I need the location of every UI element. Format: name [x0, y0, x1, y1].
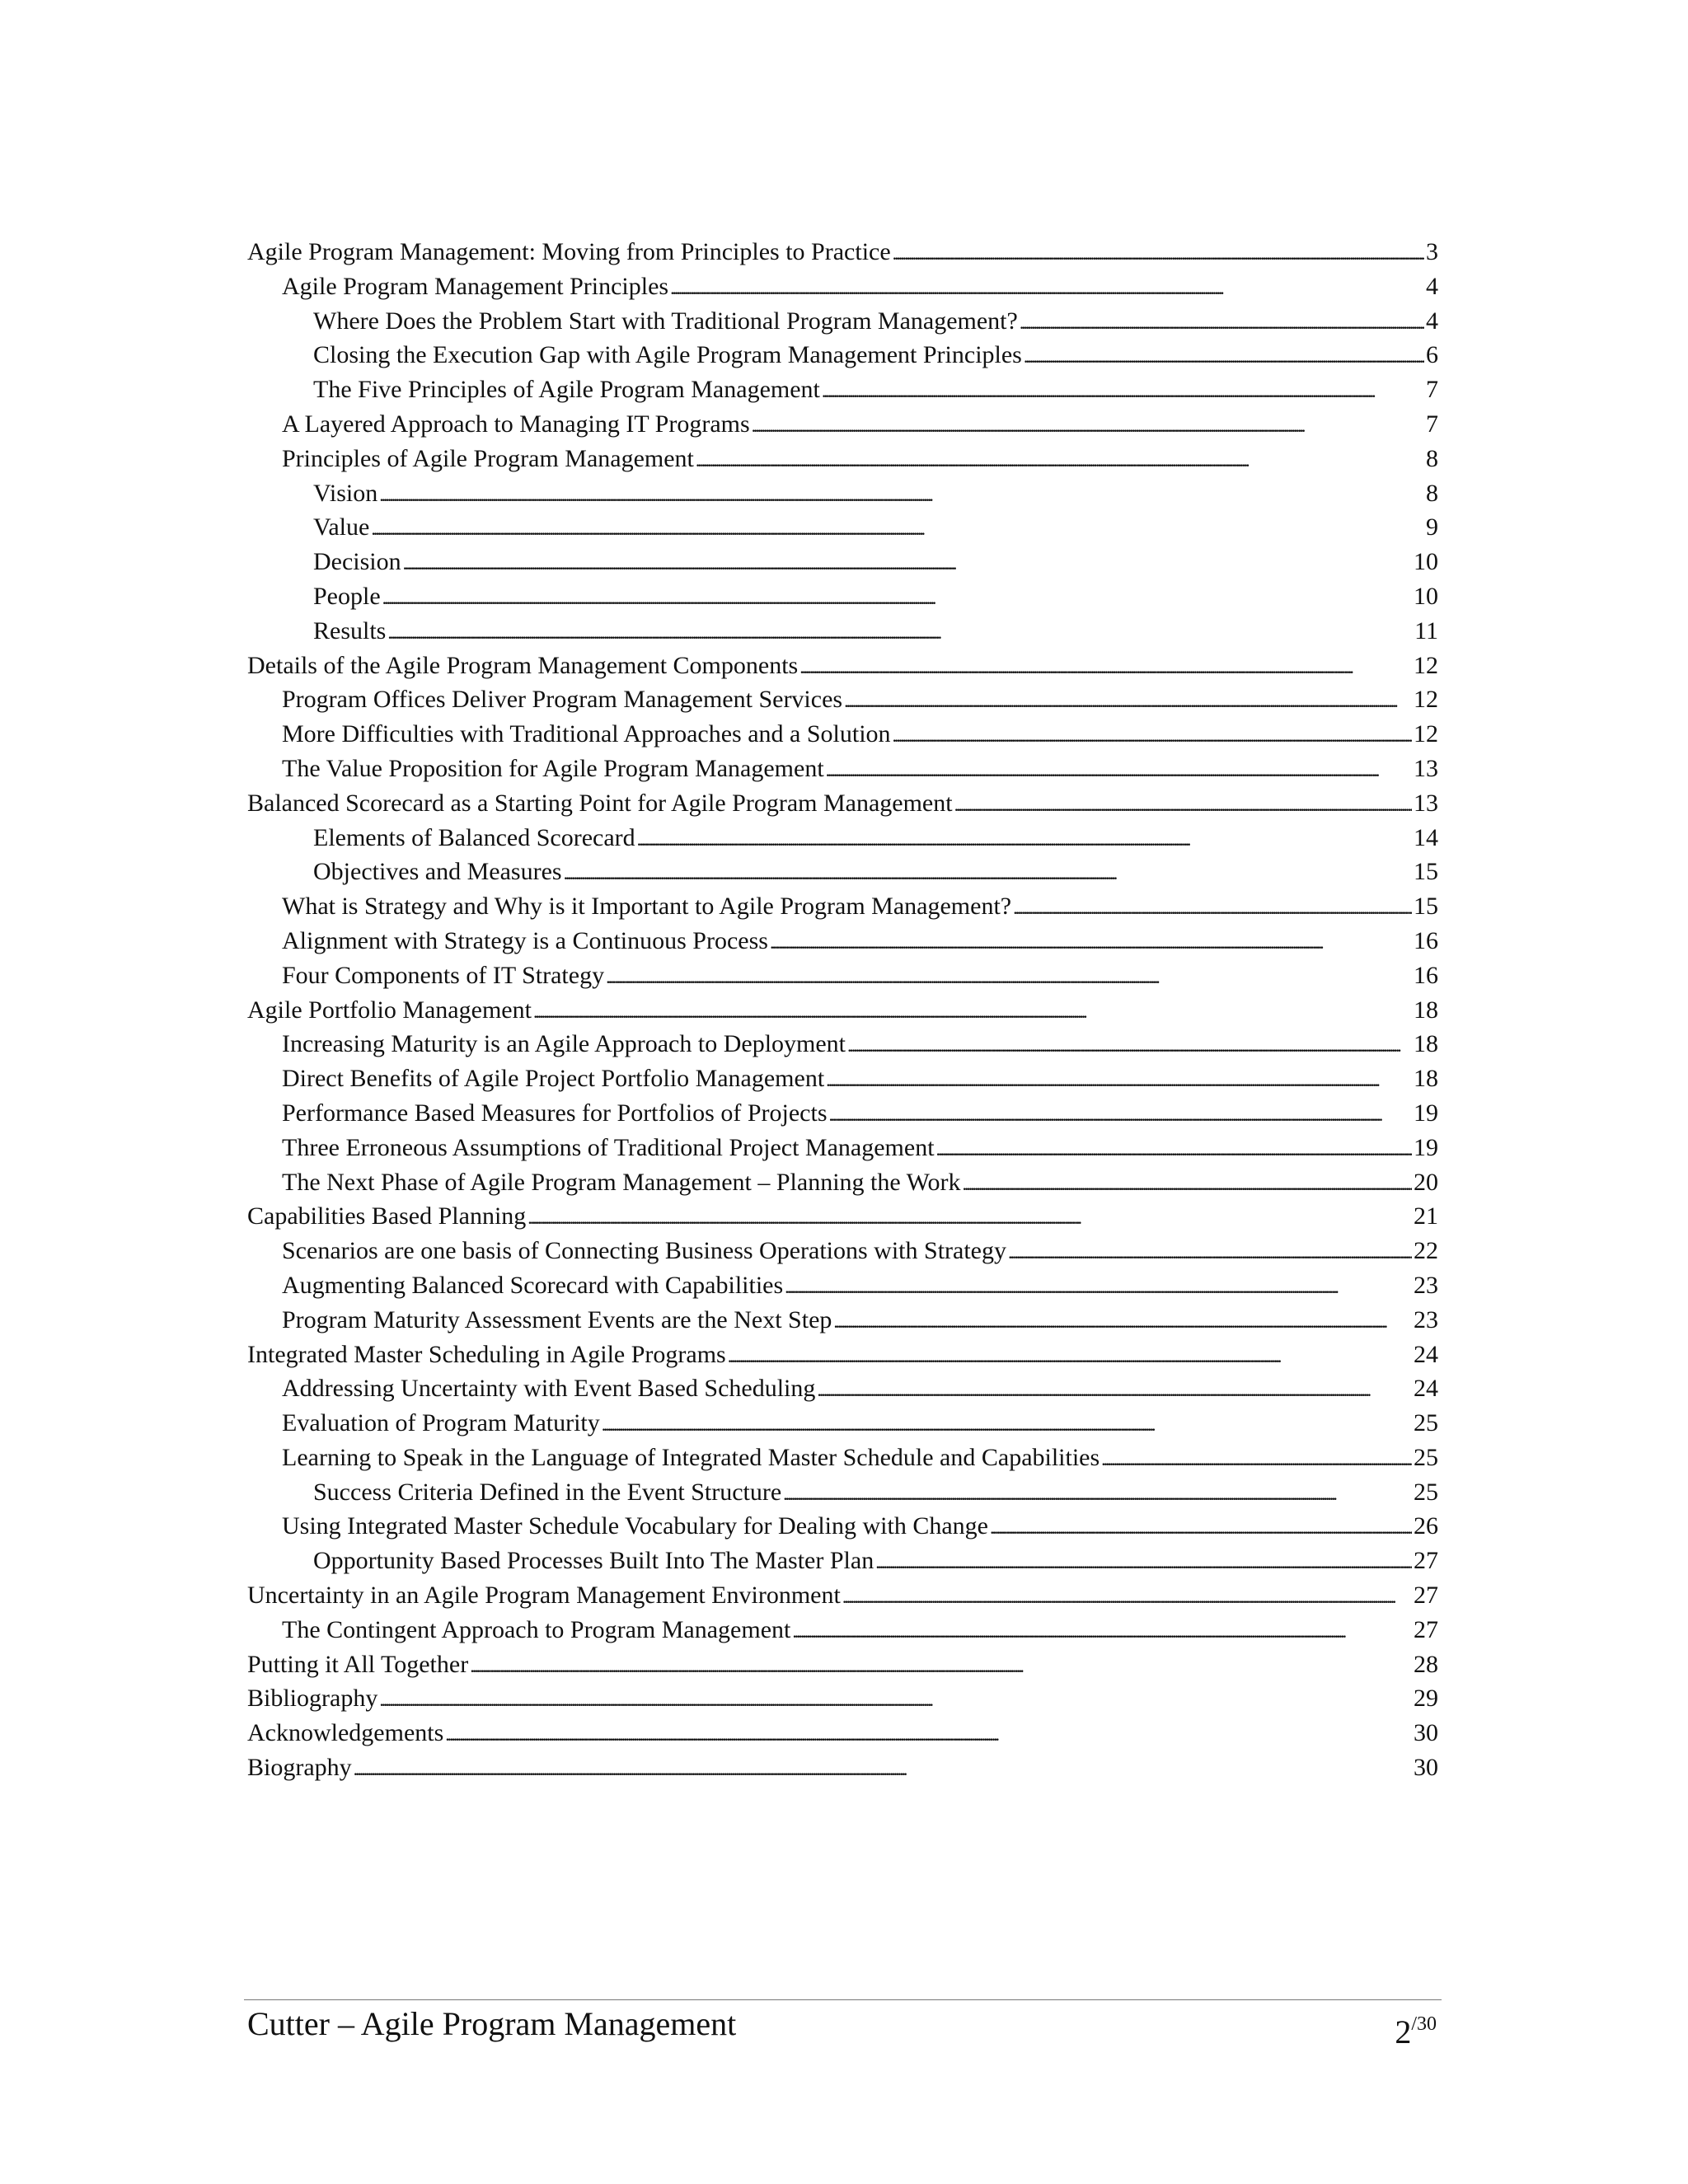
- toc-entry-page: 9: [1426, 513, 1438, 541]
- toc-dot-leader: [893, 717, 1412, 753]
- toc-entry-title: Capabilities Based Planning: [247, 1202, 527, 1230]
- toc-entry[interactable]: [247, 407, 1438, 442]
- toc-entry[interactable]: [247, 1371, 1438, 1406]
- toc-entry-page: 23: [1414, 1271, 1438, 1299]
- toc-entry[interactable]: [247, 1441, 1438, 1475]
- toc-entry-title: Augmenting Balanced Scorecard with Capabilities: [282, 1271, 784, 1299]
- toc-dot-leader: [936, 1131, 1412, 1167]
- toc-dot-leader: [990, 1509, 1412, 1545]
- toc-dot-leader: [826, 1062, 1412, 1098]
- toc-entry-title: The Five Principles of Agile Program Management: [313, 376, 820, 404]
- toc-entry-title: Acknowledgements: [247, 1719, 444, 1747]
- toc-entry-page: 23: [1414, 1305, 1438, 1333]
- toc-entry-page: 6: [1426, 341, 1438, 369]
- toc-dot-leader: [1020, 304, 1424, 340]
- toc-entry-title: Decision: [313, 548, 401, 576]
- toc-dot-leader: [844, 682, 1412, 719]
- toc-entry-title: Direct Benefits of Agile Project Portfolio Management: [282, 1065, 825, 1093]
- toc-entry-page: 20: [1414, 1168, 1438, 1196]
- toc-dot-leader: [770, 924, 1412, 960]
- toc-entry-title: Evaluation of Program Maturity: [282, 1409, 600, 1437]
- toc-entry[interactable]: [247, 889, 1438, 924]
- toc-dot-leader: [1101, 1441, 1412, 1477]
- toc-dot-leader: [354, 1750, 1412, 1787]
- toc-dot-leader: [954, 786, 1412, 823]
- toc-entry[interactable]: [247, 1544, 1438, 1578]
- toc-entry[interactable]: [247, 1131, 1438, 1165]
- toc-entry-page: 18: [1414, 1030, 1438, 1058]
- toc-entry[interactable]: [247, 304, 1438, 339]
- toc-entry-page: 14: [1414, 823, 1438, 851]
- toc-dot-leader: [379, 1681, 1412, 1718]
- toc-dot-leader: [826, 752, 1412, 788]
- toc-dot-leader: [799, 649, 1412, 685]
- toc-entry-title: Principles of Agile Program Management: [282, 444, 694, 472]
- toc-dot-leader: [875, 1544, 1412, 1580]
- toc-entry[interactable]: [247, 235, 1438, 269]
- toc-entry[interactable]: [247, 1199, 1438, 1234]
- toc-entry[interactable]: [247, 1234, 1438, 1268]
- toc-entry-title: Agile Portfolio Management: [247, 996, 532, 1024]
- toc-dot-leader: [822, 373, 1424, 409]
- toc-entry-page: 25: [1414, 1478, 1438, 1506]
- toc-entry-page: 25: [1414, 1409, 1438, 1437]
- toc-entry-title: Closing the Execution Gap with Agile Program Management Principles: [313, 341, 1022, 369]
- toc-entry-title: The Value Proposition for Agile Program Management: [282, 754, 824, 782]
- toc-entry[interactable]: [247, 821, 1438, 855]
- toc-entry[interactable]: [247, 1406, 1438, 1441]
- page-number: 2: [1395, 2013, 1412, 2050]
- toc-entry-title: A Layered Approach to Managing IT Programs: [282, 410, 750, 438]
- toc-entry-page: 7: [1426, 376, 1438, 404]
- toc-entry-page: 18: [1414, 1065, 1438, 1093]
- toc-entry-title: The Next Phase of Agile Program Management – Planning the Work: [282, 1168, 961, 1196]
- toc-entry-title: Vision: [313, 479, 378, 507]
- toc-dot-leader: [606, 958, 1412, 995]
- toc-entry[interactable]: [247, 924, 1438, 958]
- toc-entry-page: 4: [1426, 307, 1438, 335]
- toc-entry[interactable]: [247, 682, 1438, 717]
- toc-dot-leader: [792, 1613, 1412, 1649]
- toc-entry-page: 29: [1414, 1685, 1438, 1713]
- toc-entry-title: Uncertainty in an Agile Program Management Environment: [247, 1582, 841, 1610]
- toc-entry[interactable]: [247, 1338, 1438, 1372]
- toc-entry-title: Program Maturity Assessment Events are the Next Step: [282, 1305, 832, 1333]
- toc-dot-leader: [403, 545, 1412, 581]
- toc-entry[interactable]: [247, 1716, 1438, 1750]
- toc-entry-page: 28: [1414, 1650, 1438, 1678]
- toc-dot-leader: [670, 269, 1424, 306]
- toc-dot-leader: [445, 1716, 1412, 1752]
- toc-entry[interactable]: [247, 993, 1438, 1028]
- table-of-contents: [247, 235, 1438, 1785]
- toc-entry-title: Integrated Master Scheduling in Agile Programs: [247, 1340, 726, 1368]
- toc-dot-leader: [1008, 1234, 1412, 1270]
- toc-dot-leader: [470, 1647, 1412, 1684]
- toc-entry[interactable]: [247, 717, 1438, 752]
- toc-entry[interactable]: [247, 579, 1438, 614]
- toc-entry-title: Results: [313, 616, 387, 644]
- toc-entry-page: 8: [1426, 444, 1438, 472]
- page-total: /30: [1411, 2013, 1437, 2035]
- toc-dot-leader: [528, 1199, 1412, 1235]
- toc-entry-page: 24: [1414, 1340, 1438, 1368]
- toc-entry-page: 10: [1414, 548, 1438, 576]
- toc-entry-page: 21: [1414, 1202, 1438, 1230]
- toc-entry-title: Four Components of IT Strategy: [282, 961, 605, 989]
- toc-entry-title: Using Integrated Master Schedule Vocabulary for Dealing with Change: [282, 1512, 988, 1540]
- toc-entry[interactable]: [247, 269, 1438, 304]
- toc-entry[interactable]: [247, 373, 1438, 407]
- toc-entry-page: 3: [1426, 238, 1438, 265]
- toc-entry[interactable]: [247, 442, 1438, 476]
- toc-entry-title: Objectives and Measures: [313, 858, 562, 886]
- toc-entry-page: 19: [1414, 1133, 1438, 1161]
- toc-entry[interactable]: [247, 649, 1438, 683]
- toc-entry-page: 30: [1414, 1719, 1438, 1747]
- toc-entry-page: 25: [1414, 1443, 1438, 1471]
- toc-entry[interactable]: [247, 1475, 1438, 1510]
- toc-dot-leader: [963, 1165, 1412, 1202]
- toc-dot-leader: [564, 855, 1412, 891]
- toc-entry-page: 4: [1426, 272, 1438, 300]
- toc-dot-leader: [842, 1578, 1412, 1615]
- toc-entry[interactable]: [247, 338, 1438, 373]
- toc-entry[interactable]: [247, 1647, 1438, 1682]
- toc-entry-page: 13: [1414, 789, 1438, 817]
- toc-entry-title: Where Does the Problem Start with Traditional Program Management?: [313, 307, 1018, 335]
- toc-entry[interactable]: [247, 1578, 1438, 1613]
- footer-page-number: [1395, 2001, 1437, 2055]
- toc-entry-title: More Difficulties with Traditional Approaches and a Solution: [282, 720, 891, 748]
- toc-entry-page: 22: [1414, 1237, 1438, 1265]
- toc-entry-title: What is Strategy and Why is it Important to Agile Program Management?: [282, 893, 1012, 921]
- toc-entry-title: Elements of Balanced Scorecard: [313, 823, 635, 851]
- toc-dot-leader: [752, 407, 1424, 443]
- toc-entry-page: 15: [1414, 893, 1438, 921]
- toc-entry[interactable]: [247, 476, 1438, 511]
- toc-entry-title: People: [313, 582, 381, 610]
- toc-entry[interactable]: [247, 1096, 1438, 1131]
- toc-dot-leader: [637, 821, 1412, 857]
- toc-entry-page: 12: [1414, 686, 1438, 714]
- toc-entry-page: 10: [1414, 582, 1438, 610]
- toc-dot-leader: [696, 442, 1424, 478]
- toc-entry[interactable]: [247, 1165, 1438, 1200]
- toc-entry-title: Addressing Uncertainty with Event Based Scheduling: [282, 1375, 816, 1403]
- toc-entry[interactable]: [247, 1681, 1438, 1716]
- toc-entry[interactable]: [247, 510, 1438, 545]
- toc-dot-leader: [371, 510, 1424, 546]
- toc-entry-page: 16: [1414, 961, 1438, 989]
- toc-dot-leader: [1013, 889, 1412, 926]
- toc-entry-title: Success Criteria Defined in the Event Structure: [313, 1478, 782, 1506]
- toc-dot-leader: [783, 1475, 1412, 1511]
- toc-entry-title: Agile Program Management Principles: [282, 272, 669, 300]
- toc-entry[interactable]: [247, 1303, 1438, 1338]
- toc-entry-title: Increasing Maturity is an Agile Approach to Deployment: [282, 1030, 846, 1058]
- toc-entry-title: Value: [313, 513, 370, 541]
- toc-entry-page: 24: [1414, 1375, 1438, 1403]
- toc-dot-leader: [829, 1096, 1413, 1132]
- toc-entry[interactable]: [247, 1750, 1438, 1785]
- toc-entry-page: 30: [1414, 1754, 1438, 1782]
- toc-entry[interactable]: [247, 1268, 1438, 1303]
- toc-entry-page: 27: [1414, 1615, 1438, 1643]
- toc-entry-page: 12: [1414, 651, 1438, 679]
- toc-dot-leader: [728, 1338, 1412, 1374]
- toc-dot-leader: [387, 614, 1413, 650]
- toc-dot-leader: [602, 1406, 1412, 1442]
- toc-entry[interactable]: [247, 1027, 1438, 1062]
- footer-title: Cutter – Agile Program Management: [247, 2005, 737, 2042]
- toc-entry-title: Biography: [247, 1754, 352, 1782]
- toc-entry-page: 8: [1426, 479, 1438, 507]
- toc-entry-title: Alignment with Strategy is a Continuous Process: [282, 926, 768, 954]
- toc-dot-leader: [1024, 338, 1424, 374]
- toc-entry-title: Learning to Speak in the Language of Integrated Master Schedule and Capabilities: [282, 1443, 1100, 1471]
- toc-entry[interactable]: [247, 614, 1438, 649]
- toc-dot-leader: [833, 1303, 1412, 1339]
- toc-entry-page: 19: [1414, 1099, 1438, 1127]
- toc-dot-leader: [847, 1027, 1412, 1063]
- toc-entry-title: The Contingent Approach to Program Management: [282, 1615, 791, 1643]
- toc-entry[interactable]: [247, 1613, 1438, 1647]
- toc-entry[interactable]: [247, 1062, 1438, 1096]
- toc-entry[interactable]: [247, 855, 1438, 889]
- toc-entry-page: 27: [1414, 1582, 1438, 1610]
- toc-entry-page: 7: [1426, 410, 1438, 438]
- toc-dot-leader: [382, 579, 1412, 616]
- toc-entry-title: Opportunity Based Processes Built Into The Master Plan: [313, 1547, 874, 1575]
- toc-entry-title: Details of the Agile Program Management Components: [247, 651, 799, 679]
- toc-entry-title: Scenarios are one basis of Connecting Business Operations with Strategy: [282, 1237, 1006, 1265]
- toc-entry-page: 27: [1414, 1547, 1438, 1575]
- toc-entry-title: Performance Based Measures for Portfolios of Projects: [282, 1099, 828, 1127]
- toc-entry-title: Program Offices Deliver Program Management Services: [282, 686, 843, 714]
- toc-entry[interactable]: [247, 545, 1438, 579]
- toc-entry-page: 16: [1414, 926, 1438, 954]
- toc-entry-title: Three Erroneous Assumptions of Traditional Project Management: [282, 1133, 935, 1161]
- toc-entry-title: Putting it All Together: [247, 1650, 469, 1678]
- toc-entry-page: 13: [1414, 754, 1438, 782]
- footer-divider: [244, 1999, 1442, 2000]
- toc-entry-title: Agile Program Management: Moving from Principles to Practice: [247, 238, 891, 265]
- toc-entry[interactable]: [247, 1509, 1438, 1544]
- toc-entry-page: 12: [1414, 720, 1438, 748]
- toc-entry-title: Bibliography: [247, 1685, 378, 1713]
- toc-entry-page: 15: [1414, 858, 1438, 886]
- toc-dot-leader: [893, 235, 1424, 271]
- toc-dot-leader: [533, 993, 1412, 1029]
- toc-dot-leader: [785, 1268, 1412, 1305]
- toc-entry-page: 11: [1414, 616, 1438, 644]
- toc-dot-leader: [379, 476, 1424, 513]
- toc-entry[interactable]: [247, 958, 1438, 993]
- toc-entry[interactable]: [247, 752, 1438, 786]
- toc-dot-leader: [817, 1371, 1412, 1408]
- toc-entry-page: 18: [1414, 996, 1438, 1024]
- toc-entry-page: 26: [1414, 1512, 1438, 1540]
- toc-entry[interactable]: [247, 786, 1438, 821]
- toc-entry-title: Balanced Scorecard as a Starting Point for Agile Program Management: [247, 789, 953, 817]
